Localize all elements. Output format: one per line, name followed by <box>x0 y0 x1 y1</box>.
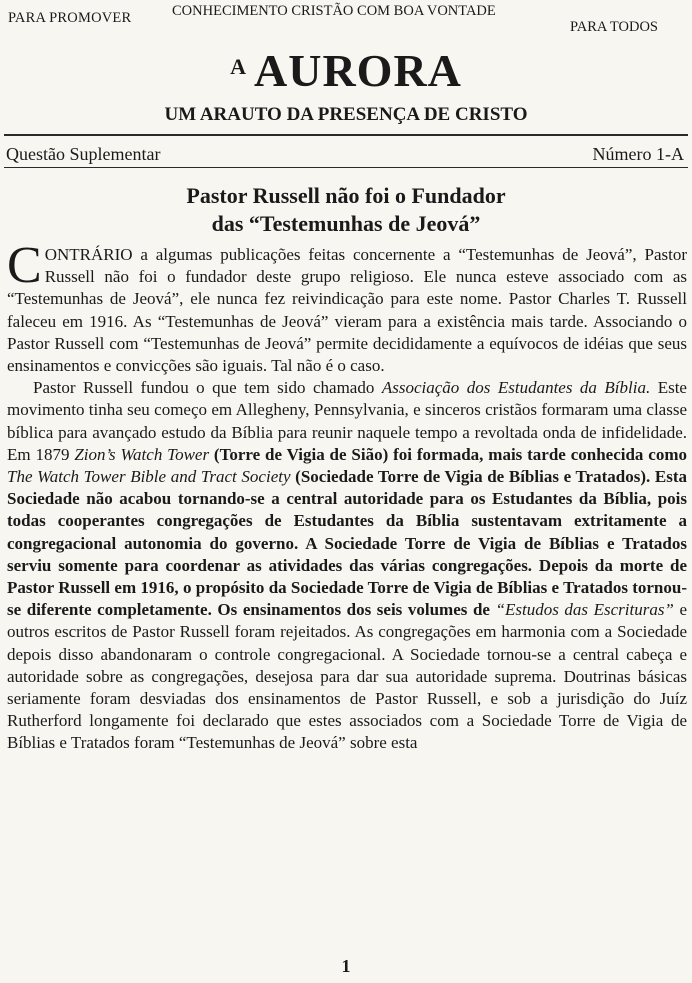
p2-segment: Pastor Russell fundou o que tem sido chamado <box>33 378 382 398</box>
masthead-title <box>0 44 692 97</box>
masthead-right-text: PARA TODOS <box>570 19 658 35</box>
drop-cap: C <box>7 237 42 294</box>
article-body <box>7 237 688 755</box>
p2-bold-segment: (Torre de Vigia de Sião) foi formada, mais tarde conhecida como <box>209 444 687 464</box>
article-title-line2: das “Testemunhas de Jeová” <box>211 211 481 236</box>
paragraph-1-text: ONTRÁRIO a algumas publicações feitas concernente a “Testemunhas de Jeová”, Pastor Russell não foi o fundador deste grupo religioso. Ele nunca esteve associado com as “Testemunhas de Jeová”, ele nunca fez reivindicação para este nome. Pastor Charles T. Russell faleceu em 1916. As “Testemunhas de Jeová” vieram para a existência mais tarde. Associando o Pastor Russell com “Testemunhas de Jeová” permite decididamente a equívocos de idéias que seus ensinamentos e convicções são iguais. Tal não é o caso. <box>7 245 687 376</box>
p2-italic-estudos: “Estudos das Escrituras” <box>495 600 674 620</box>
p2-bold-segment: (Sociedade Torre de Vigia de Bíblias e Tratados). Esta Sociedade não acabou tornando-se a central autoridade para os Estudantes da Bíblia, pois todas cooperantes congregações de Estudantes da Bíblia sustentavam extritamente a congregacional autonomia do governo. A Sociedade Torre de Vigia de Bíblias e Tratados serviu somente para coordenar as atividades das várias congregações. Depois da morte de Pastor Russell em 1916, o propósito da Sociedade Torre de Vigia de Bíblias e Tratados tornou-se diferente completamente. Os ensinamentos dos seis volumes de <box>7 467 688 620</box>
page-number: 1 <box>341 956 351 976</box>
p2-italic-watch-tower-society: The Watch Tower Bible and Tract Society <box>7 467 291 487</box>
article-title <box>0 182 692 238</box>
paragraph-2 <box>7 377 687 754</box>
article-title-line1: Pastor Russell não foi o Fundador <box>186 183 506 208</box>
p2-segment: e outros escritos de Pastor Russell foram rejeitados. As congregações em harmonia com a Sociedade depois disso abandonaram o controle congregacional. A Sociedade tornou-se a central cabeça e autoridade sobre as congregações, desejosa para dar sua autoridade suprema. Doutrinas básicas seriamente foram desviadas dos ensinamentos de Pastor Russell, e sob a jurisdição do Juíz Rutherford longamente foi declarado que estes associados com a Sociedade Torre de Vigia de Bíblias e Tratados foram “Testemunhas de Jeová” sobre esta <box>7 600 688 753</box>
p2-italic-association: Associação dos Estudantes da Bíblia. <box>381 378 651 398</box>
publication-title: AURORA <box>254 45 462 96</box>
title-prefix: A <box>230 54 246 79</box>
issue-label: Questão Suplementar <box>6 144 161 164</box>
issue-divider <box>4 167 688 168</box>
masthead-left-text: PARA PROMOVER <box>8 10 132 26</box>
top-divider <box>4 134 688 136</box>
p2-italic-zions-watch-tower: Zion’s Watch Tower <box>74 444 210 464</box>
issue-number: Número 1-A <box>592 144 684 164</box>
masthead-center-text: CONHECIMENTO CRISTÃO COM BOA VONTADE <box>172 3 496 19</box>
paragraph-1 <box>7 237 687 377</box>
publication-subtitle: UM ARAUTO DA PRESENÇA DE CRISTO <box>164 104 528 125</box>
p2-segment: Este movimento tinha seu começo em Allegheny, Pennsylvania, e sinceros cristãos formaram uma classe bíblica para avançado estudo da Bíblia para reunir naquele tempo a revoltada onda de infidelidade. Em 1879 <box>7 378 687 464</box>
